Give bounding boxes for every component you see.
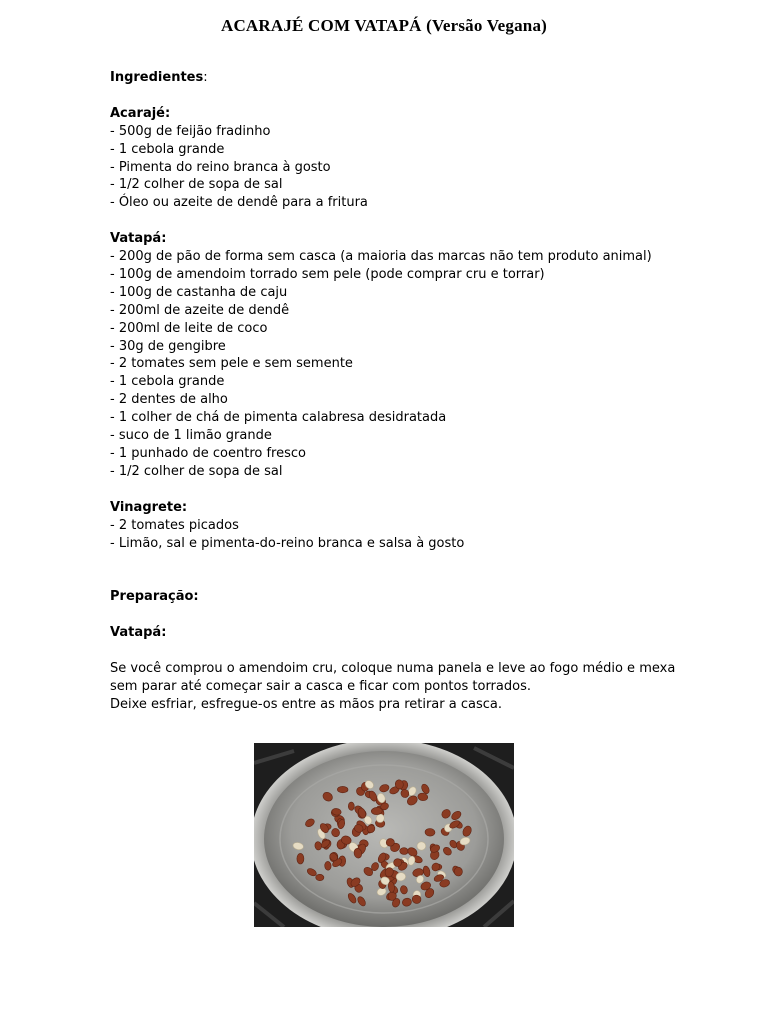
recipe-content	[110, 69, 730, 714]
vinagrete-heading: Vinagrete:	[110, 499, 188, 515]
list-item: - 200g de pão de forma sem casca (a maioria das marcas não tem produto animal)	[110, 249, 652, 265]
preparation-paragraph	[110, 660, 730, 714]
peeled-peanut	[417, 842, 426, 851]
peanut	[348, 802, 354, 810]
paragraph-line: Deixe esfriar, esfregue-os entre as mãos pra retirar a casca.	[110, 696, 502, 712]
peanut	[425, 828, 435, 836]
peanut	[297, 853, 304, 864]
list-item: - 1/2 colher de sopa de sal	[110, 463, 283, 479]
list-item: - 1 cebola grande	[110, 374, 225, 390]
list-item: - Pimenta do reino branca à gosto	[110, 159, 331, 175]
peanuts-in-pan-photo	[254, 743, 514, 927]
list-item: - Limão, sal e pimenta-do-reino branca e salsa à gosto	[110, 535, 465, 551]
list-item: - Óleo ou azeite de dendê para a fritura	[110, 195, 368, 211]
paragraph-line: Se você comprou o amendoim cru, coloque numa panela e leve ao fogo médio e mexa	[110, 660, 676, 676]
list-item: - 1 cebola grande	[110, 141, 225, 157]
photo-illustration	[254, 743, 514, 927]
peanut	[337, 786, 348, 793]
paragraph-line: sem parar até começar sair a casca e ficar com pontos torrados.	[110, 678, 531, 694]
list-item: - 1/2 colher de sopa de sal	[110, 177, 283, 193]
list-item: - 2 dentes de alho	[110, 392, 228, 408]
acaraje-heading: Acarajé:	[110, 105, 171, 121]
ingredients-heading: Ingredientes:	[110, 70, 208, 85]
peanut	[324, 861, 331, 870]
preparation-vatapa-heading: Vatapá:	[110, 625, 167, 641]
document-title: ACARAJÉ COM VATAPÁ (Versão Vegana)	[220, 16, 548, 35]
vatapa-ingredient-list	[110, 248, 730, 481]
list-item: - 1 colher de chá de pimenta calabresa desidratada	[110, 410, 447, 426]
vinagrete-ingredient-list	[110, 517, 730, 553]
list-item: - 100g de amendoim torrado sem pele (pode comprar cru e torrar)	[110, 266, 545, 282]
preparation-heading: Preparação:	[110, 589, 199, 605]
list-item: - 30g de gengibre	[110, 338, 226, 354]
list-item: - 500g de feijão fradinho	[110, 123, 271, 139]
list-item: - 2 tomates sem pele e sem semente	[110, 356, 353, 372]
list-item: - 1 punhado de coentro fresco	[110, 446, 306, 461]
list-item: - 200ml de leite de coco	[110, 320, 268, 336]
acaraje-ingredient-list	[110, 123, 730, 213]
list-item: - suco de 1 limão grande	[110, 428, 272, 444]
list-item: - 200ml de azeite de dendê	[110, 302, 290, 318]
peanut	[316, 874, 324, 881]
list-item: - 2 tomates picados	[110, 517, 239, 533]
peanut	[386, 838, 395, 846]
peanut	[393, 858, 402, 866]
vatapa-heading: Vatapá:	[110, 231, 167, 247]
list-item: - 100g de castanha de caju	[110, 284, 288, 300]
